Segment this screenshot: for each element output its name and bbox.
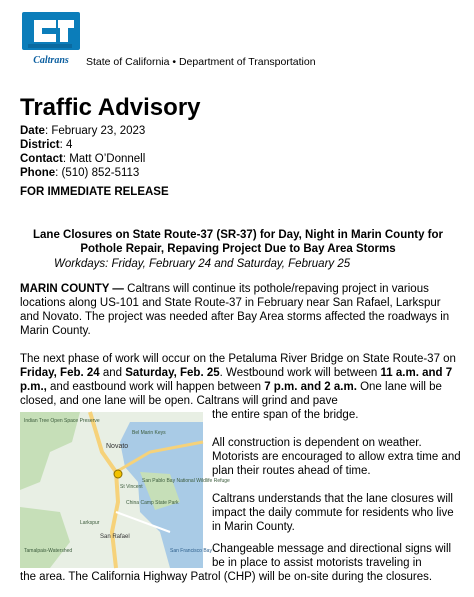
paragraph-chp: the area. The California Highway Patrol (CHP) will be on-site during the closures.	[20, 571, 433, 583]
schedule-day-1: Friday, Feb. 24	[20, 367, 100, 379]
date-line	[20, 124, 145, 138]
phone-line	[20, 166, 145, 180]
schedule-text: and	[99, 367, 126, 379]
map-label: China Camp State Park	[126, 500, 179, 506]
district-label: District	[20, 139, 60, 151]
headline-line-1: Lane Closures on State Route-37 (SR-37) for Day, Night in Marin County for	[33, 229, 443, 241]
map-label: San Francisco Bay	[170, 548, 212, 554]
paragraph-intro	[20, 282, 456, 338]
date-label: Date	[20, 125, 45, 137]
phone-label: Phone	[20, 167, 56, 179]
map-label: Indian Tree Open Space Preserve	[24, 418, 100, 424]
caltrans-logo	[20, 10, 82, 68]
paragraph-schedule	[20, 352, 460, 408]
workdays: Workdays: Friday, February 24 and Saturday, February 25	[54, 258, 351, 270]
schedule-text: . Westbound work will between	[219, 367, 381, 379]
map-label: Novato	[106, 443, 129, 450]
schedule-text: The next phase of work will occur on the Petaluma River Bridge on State Route-37 on	[20, 353, 456, 365]
map-label: St Vincent	[120, 484, 143, 490]
area-map	[20, 412, 230, 568]
agency-name: State of California • Department of Transportation	[86, 56, 316, 68]
caltrans-wordmark: Caltrans	[33, 55, 69, 66]
eastbound-hours: 7 p.m. and 2 a.m.	[264, 381, 357, 393]
contact-value: : Matt O’Donnell	[62, 153, 146, 165]
advisory-meta	[20, 124, 145, 180]
map-label: San Pablo Bay National Wildlife Refuge	[142, 478, 230, 484]
contact-label: Contact	[20, 153, 63, 165]
schedule-day-2: Saturday, Feb. 25	[125, 367, 220, 379]
intro-text: Caltrans will continue its pothole/repaving project in various locations along US-101 and State Route-37 in February near San Rafael, Larkspur and Novato. The project was needed after Bay Area storms affected the roadways in Marin County.	[20, 283, 450, 337]
paragraph-weather: All construction is dependent on weather. Motorists are encouraged to allow extra time and plan their routes ahead of time.	[212, 437, 461, 477]
paragraph-commute: Caltrans understands that the lane closures will impact the daily commute for residents who live in Marin County.	[212, 493, 454, 533]
map-label: Tamalpais-Watershed	[24, 548, 73, 554]
paragraph-signs: Changeable message and directional signs will be in place to assist motorists traveling in	[212, 543, 452, 569]
headline-line-2: Pothole Repair, Repaving Project Due to Bay Area Storms	[80, 243, 396, 255]
district-value: : 4	[59, 139, 73, 151]
westbound-hours: 11 a.m. and 7 p.m.,	[20, 367, 453, 393]
map-marker	[114, 470, 122, 478]
map-label: San Rafael	[100, 534, 130, 540]
map-label: Larkspur	[80, 520, 100, 526]
headline	[20, 228, 456, 256]
dateline: MARIN COUNTY —	[20, 283, 124, 295]
schedule-text: and eastbound work will happen between	[46, 381, 265, 393]
date-value: : February 23, 2023	[44, 125, 146, 137]
schedule-text: One lane will be closed, and one lane will be open. Caltrans will grind and pave	[20, 381, 442, 407]
map-label: Bel Marin Keys	[132, 430, 166, 436]
page-title: Traffic Advisory	[20, 94, 201, 121]
district-line	[20, 138, 145, 152]
phone-value: : (510) 852-5113	[55, 167, 140, 179]
release-notice: FOR IMMEDIATE RELEASE	[20, 186, 169, 198]
contact-line	[20, 152, 145, 166]
paragraph-span: the entire span of the bridge.	[212, 409, 359, 421]
